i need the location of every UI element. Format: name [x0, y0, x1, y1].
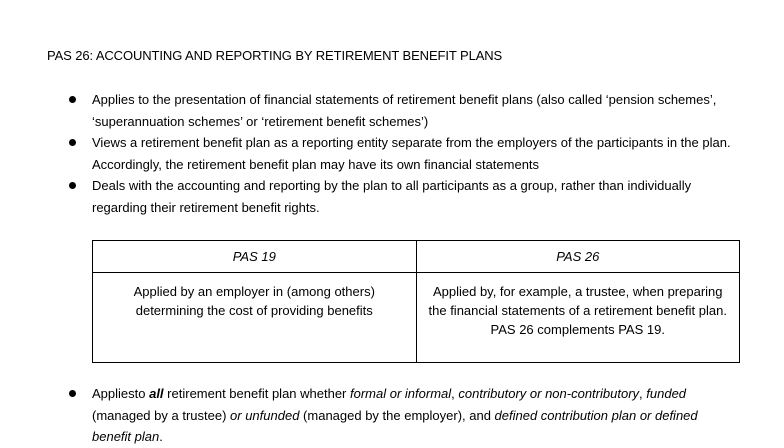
bullet-text: Deals with the accounting and reporting by the plan to all participants as a group, rather than individually regarding their retirement benefit rights. [92, 178, 692, 215]
bullet-item [0, 89, 732, 132]
comparison-table [92, 240, 740, 363]
bullet-list [0, 383, 732, 448]
table-cell: Applied by, for example, a trustee, when preparing the financial statements of a retirement benefit plan. PAS 26 complements PAS 19. [416, 273, 740, 363]
bullet-icon [69, 182, 76, 189]
table-row [93, 273, 740, 363]
bullet-icon [69, 390, 76, 397]
bullet-list [0, 89, 732, 218]
bullet-item [0, 383, 732, 448]
table-header-cell: PAS 26 [416, 241, 740, 273]
table-cell: Applied by an employer in (among others) determining the cost of providing benefits [93, 273, 417, 363]
bullet-icon [69, 139, 76, 146]
bullet-icon [69, 96, 76, 103]
bullet-text: Applies to the presentation of financial statements of retirement benefit plans (also called ‘pension schemes’, ‘superannuation schemes’ or ‘retirement benefit schemes’) [92, 92, 717, 129]
bullet-text: Views a retirement benefit plan as a reporting entity separate from the employers of the participants in the plan. Accordingly, the retirement benefit plan may have its own financial statements [92, 135, 731, 172]
bullet-item [0, 175, 732, 218]
table-header-cell: PAS 19 [93, 241, 417, 273]
bullet-item [0, 132, 732, 175]
table-header-row [93, 241, 740, 273]
bullet-text: Appliesto all retirement benefit plan whether formal or informal, contributory or non-contributory, funded (managed by a trustee) or unfunded (managed by the employer), and defined contribution plan or defined benefit plan. [92, 386, 698, 444]
page-title: PAS 26: ACCOUNTING AND REPORTING BY RETIREMENT BENEFIT PLANS [47, 48, 503, 63]
